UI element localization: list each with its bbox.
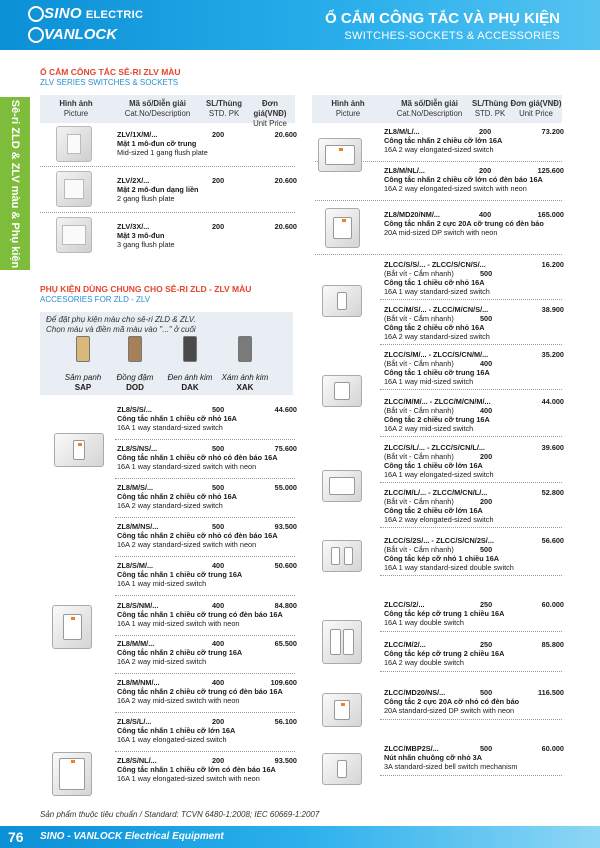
desc-vi: Mặt 2 mô-đun dạng liền <box>117 185 199 194</box>
cat-no: ZL8/M/NM/... <box>117 678 160 687</box>
row-divider <box>380 575 562 576</box>
plate-2gang-image <box>56 171 92 207</box>
page-header <box>0 0 600 50</box>
desc-vi: Công tắc 2 cực 20A cỡ nhỏ có đèn báo <box>384 697 520 706</box>
row-divider <box>315 254 562 255</box>
table-header-right: Hình ảnh Picture Mã số/Diễn giải Cat.No/Description SL/Thùng STD. PK Đơn giá(VNĐ) Unit Price <box>312 95 562 123</box>
table-row <box>117 756 297 786</box>
std-pk: 400 <box>212 561 225 570</box>
desc-en: 16A 1 way standard-sized switch <box>384 287 490 296</box>
std-pk: 500 <box>480 314 493 323</box>
row-divider <box>380 389 562 390</box>
desc-en: 16A 1 way elongated-sized switch with neon <box>117 774 260 783</box>
unit-price: 165.000 <box>537 210 564 219</box>
row-divider <box>380 482 562 483</box>
std-pk: 200 <box>212 717 225 726</box>
color-code: DAK <box>181 383 199 392</box>
footer-text: SINO - VANLOCK Electrical Equipment <box>40 831 224 842</box>
unit-price: 73.200 <box>541 127 564 136</box>
std-pk: 400 <box>212 678 225 687</box>
row-divider <box>115 595 295 596</box>
install-note: (Bắt vít - Cắm nhanh) <box>384 359 454 368</box>
cat-no: ZLCC/S/M/... - ZLCC/S/CN/M/... <box>384 350 489 359</box>
table-row <box>384 443 564 479</box>
bell-switch-image <box>322 753 362 785</box>
cat-no: ZLV/3X/... <box>117 222 150 231</box>
mech-small-image <box>322 285 362 317</box>
std-pk: 200 <box>212 130 225 139</box>
unit-price: 93.500 <box>274 756 297 765</box>
desc-en: 16A 1 way elongated-sized switch <box>117 735 227 744</box>
std-pk: 200 <box>212 756 225 765</box>
table-row <box>117 601 297 631</box>
cat-no: ZL8/M/L/... <box>384 127 420 136</box>
brand-vanlock: VANLOCK <box>44 26 118 43</box>
std-pk: 250 <box>480 600 493 609</box>
unit-price: 116.500 <box>538 688 564 697</box>
desc-vi: Công tắc nhấn 2 chiều cỡ nhỏ có đèn báo 16A <box>117 531 278 540</box>
std-pk: 250 <box>480 640 493 649</box>
unit-price: 50.600 <box>274 561 297 570</box>
cat-no: ZL8/M/S/... <box>117 483 154 492</box>
desc-vi: Công tắc nhấn 1 chiều cỡ lớn có đèn báo 16A <box>117 765 276 774</box>
table-row <box>117 639 297 669</box>
table-row <box>384 350 564 386</box>
side-tab: Sê-ri ZLD & ZLV màu & Phụ kiện <box>0 97 30 270</box>
desc-vi: Công tắc nhấn 2 cực 20A cỡ trung có đèn báo <box>384 219 544 228</box>
cat-no: ZL8/S/L/... <box>117 717 152 726</box>
unit-price: 56.100 <box>274 717 297 726</box>
note-line-1: Để đặt phụ kiện màu cho sê-ri ZLD & ZLV. <box>46 315 196 324</box>
table-row <box>384 397 564 433</box>
table-row <box>384 688 564 718</box>
color-swatch-dak <box>183 336 197 362</box>
plate-1gang-image <box>56 126 92 162</box>
std-pk: 500 <box>480 269 493 278</box>
desc-en: 16A 1 way standard-sized switch with neon <box>117 462 257 471</box>
cat-no: ZLV/1X/M/... <box>117 130 158 139</box>
desc-vi: Mặt 3 mô-đun <box>117 231 165 240</box>
color-swatch-sap <box>76 336 90 362</box>
unit-price: 44.000 <box>541 397 564 406</box>
col-price: Đơn giá(VNĐ) Unit Price <box>253 99 287 128</box>
desc-vi: Công tắc nhấn 1 chiều cỡ lớn 16A <box>117 726 236 735</box>
std-pk: 200 <box>212 222 225 231</box>
unit-price: 60.000 <box>541 600 564 609</box>
desc-vi: Công tắc nhấn 2 chiều cỡ lớn 16A <box>384 136 503 145</box>
table-row <box>384 536 564 572</box>
row-divider <box>40 212 295 213</box>
col-picture: Hình ảnh Picture <box>59 99 93 118</box>
unit-price: 20.600 <box>274 176 297 185</box>
desc-en: 16A 2 way elongated-sized switch <box>384 515 494 524</box>
unit-price: 20.600 <box>274 222 297 231</box>
row-divider <box>40 166 295 167</box>
section-title-zlv: Ổ CẮM CÔNG TẮC SÊ-RI ZLV MÀU <box>40 67 181 77</box>
unit-price: 39.600 <box>541 443 564 452</box>
desc-en: 16A 1 way mid-sized switch with neon <box>117 619 240 628</box>
desc-en: 2 gang flush plate <box>117 194 175 203</box>
note-line-2: Chọn màu và điền mã màu vào "..." ở cuối <box>46 325 196 334</box>
std-pk: 400 <box>212 601 225 610</box>
color-name: Đen ánh kim <box>167 373 213 382</box>
color-name: Đồng đậm <box>116 373 154 382</box>
mech-mid-image <box>322 375 362 407</box>
unit-price: 75.600 <box>274 444 297 453</box>
section-title-accessories: PHỤ KIỆN DÙNG CHUNG CHO SÊ-RI ZLD - ZLV MÀU <box>40 284 252 294</box>
switch-large-right-image <box>318 138 362 172</box>
desc-en: 16A 1 way elongated-sized switch <box>384 470 494 479</box>
desc-vi: Công tắc nhấn 1 chiều cỡ trung 16A <box>117 570 243 579</box>
color-name: Xám ánh kim <box>221 373 269 382</box>
plate-3gang-image <box>56 217 92 253</box>
color-swatch-xak <box>238 336 252 362</box>
cat-no: ZLCC/M/L/... - ZLCC/M/CN/L/... <box>384 488 488 497</box>
row-divider <box>115 478 295 479</box>
row-divider <box>380 527 562 528</box>
desc-vi: Công tắc nhấn 2 chiều cỡ nhỏ 16A <box>117 492 237 501</box>
color-code: DOD <box>126 383 144 392</box>
table-row <box>117 130 297 160</box>
std-pk: 400 <box>480 406 493 415</box>
mech-double-mid-image <box>322 620 362 664</box>
table-row <box>384 744 564 774</box>
color-code: XAK <box>236 383 254 392</box>
desc-vi: Công tắc 2 chiều cỡ nhỏ 16A <box>384 323 485 332</box>
unit-price: 65.500 <box>274 639 297 648</box>
std-pk: 200 <box>479 127 492 136</box>
mech-dp20-small-image <box>322 693 362 727</box>
desc-en: 16A 2 way mid-sized switch <box>117 657 207 666</box>
table-row <box>117 176 297 206</box>
desc-vi: Công tắc nhấn 1 chiều cỡ nhỏ 16A <box>117 414 237 423</box>
switch-large-image <box>52 752 92 796</box>
table-row <box>117 444 297 474</box>
std-pk: 500 <box>212 483 225 492</box>
page-title: Ổ CẮM CÔNG TẮC VÀ PHỤ KIỆN <box>324 10 560 27</box>
desc-vi: Công tắc 2 chiều cỡ trung 16A <box>384 415 490 424</box>
std-pk: 400 <box>479 210 492 219</box>
desc-vi: Công tắc nhấn 2 chiều cỡ trung 16A <box>117 648 243 657</box>
row-divider <box>115 439 295 440</box>
std-pk: 400 <box>212 639 225 648</box>
desc-vi: Công tắc kép cỡ trung 1 chiều 16A <box>384 609 505 618</box>
vanlock-logo-icon <box>28 27 44 43</box>
install-note: (Bắt vít - Cắm nhanh) <box>384 406 454 415</box>
desc-en: 16A 1 way double switch <box>384 618 464 627</box>
cat-no: ZLCC/M/M/... - ZLCC/M/CN/M/... <box>384 397 491 406</box>
table-row <box>117 483 297 513</box>
unit-price: 44.600 <box>274 405 297 414</box>
mech-double-small-image <box>322 540 362 572</box>
table-row <box>117 561 297 591</box>
desc-vi: Công tắc 1 chiều cỡ nhỏ 16A <box>384 278 485 287</box>
table-row <box>384 640 564 670</box>
col-qty: SL/Thùng STD. PK <box>206 99 242 118</box>
desc-vi: Nút nhấn chuông cỡ nhỏ 3A <box>384 753 483 762</box>
install-note: (Bắt vít - Cắm nhanh) <box>384 269 454 278</box>
cat-no: ZL8/MD20/NM/... <box>384 210 440 219</box>
desc-en: 16A 2 way double switch <box>384 658 464 667</box>
cat-no: ZLCC/S/2S/... - ZLCC/S/CN/2S/... <box>384 536 494 545</box>
table-row <box>384 210 564 240</box>
unit-price: 52.800 <box>541 488 564 497</box>
install-note: (Bắt vít - Cắm nhanh) <box>384 545 454 554</box>
desc-vi: Công tắc 1 chiều cỡ lớn 16A <box>384 461 483 470</box>
row-divider <box>380 671 562 672</box>
unit-price: 16.200 <box>541 260 564 269</box>
row-divider <box>380 631 562 632</box>
cat-no: ZL8/M/M/... <box>117 639 155 648</box>
row-divider <box>115 517 295 518</box>
cat-no: ZLCC/S/L/... - ZLCC/S/CN/L/... <box>384 443 485 452</box>
std-pk: 500 <box>212 405 225 414</box>
table-row <box>384 166 564 196</box>
col-catno: Mã số/Diễn giải Cat.No/Description <box>124 99 191 118</box>
row-divider <box>380 436 562 437</box>
install-note: (Bắt vít - Cắm nhanh) <box>384 497 454 506</box>
install-note: (Bắt vít - Cắm nhanh) <box>384 452 454 461</box>
std-pk: 500 <box>480 545 493 554</box>
cat-no: ZL8/S/NS/... <box>117 444 158 453</box>
section-subtitle-zlv: ZLV SERIES SWITCHES & SOCKETS <box>40 78 179 87</box>
cat-no: ZLV/2X/... <box>117 176 150 185</box>
cat-no: ZL8/S/NL/... <box>117 756 157 765</box>
desc-en: 3 gang flush plate <box>117 240 175 249</box>
std-pk: 200 <box>479 166 492 175</box>
desc-en: 16A 1 way mid-sized switch <box>117 579 207 588</box>
desc-en: 16A 2 way mid-sized switch with neon <box>117 696 240 705</box>
row-divider <box>380 775 562 776</box>
color-code: SAP <box>74 383 92 392</box>
table-row <box>384 305 564 341</box>
cat-no: ZL8/S/M/... <box>117 561 154 570</box>
row-divider <box>115 635 295 636</box>
row-divider <box>115 712 295 713</box>
std-pk: 200 <box>480 497 493 506</box>
unit-price: 93.500 <box>274 522 297 531</box>
cat-no: ZLCC/MBP2S/... <box>384 744 439 753</box>
desc-en: 16A 2 way standard-sized switch <box>384 332 490 341</box>
desc-vi: Công tắc nhấn 2 chiều cỡ lớn có đèn báo 16A <box>384 175 543 184</box>
cat-no: ZL8/M/NL/... <box>384 166 425 175</box>
row-divider <box>115 556 295 557</box>
switch-mid-image <box>52 605 92 649</box>
desc-en: 16A 1 way standard-sized switch <box>117 423 223 432</box>
desc-en: Mid-sized 1 gang flush plate <box>117 148 208 157</box>
switch-small-image <box>54 433 104 467</box>
row-divider <box>380 344 562 345</box>
mech-large-image <box>322 470 362 502</box>
desc-vi: Công tắc nhấn 1 chiều cỡ nhỏ có đèn báo 16A <box>117 453 278 462</box>
row-divider <box>115 751 295 752</box>
unit-price: 38.900 <box>541 305 564 314</box>
desc-vi: Công tắc 1 chiều cỡ trung 16A <box>384 368 490 377</box>
color-name: Sâm panh <box>64 373 102 382</box>
std-pk: 200 <box>212 176 225 185</box>
unit-price: 35.200 <box>541 350 564 359</box>
cat-no: ZLCC/S/2/... <box>384 600 425 609</box>
desc-en: 16A 1 way mid-sized switch <box>384 377 474 386</box>
desc-en: 16A 2 way standard-sized switch <box>117 501 223 510</box>
sino-logo-icon <box>28 6 44 22</box>
cat-no: ZLCC/M/S/... - ZLCC/M/CN/S/... <box>384 305 489 314</box>
cat-no: ZLCC/MD20/NS/... <box>384 688 446 697</box>
row-divider <box>115 673 295 674</box>
desc-vi: Công tắc kép cỡ trung 2 chiều 16A <box>384 649 505 658</box>
desc-vi: Công tắc 2 chiều cỡ lớn 16A <box>384 506 483 515</box>
switch-dp20-image <box>325 208 360 248</box>
desc-en: 20A standard-sized DP switch with neon <box>384 706 515 715</box>
unit-price: 60.000 <box>541 744 564 753</box>
desc-vi: Công tắc kép cỡ nhỏ 1 chiều 16A <box>384 554 500 563</box>
table-row <box>117 522 297 552</box>
brand-sino: SINO ELECTRIC <box>44 5 144 22</box>
desc-en: 16A 2 way standard-sized switch with neon <box>117 540 257 549</box>
table-row <box>117 717 297 747</box>
desc-en: 3A standard-sized bell switch mechanism <box>384 762 518 771</box>
cat-no: ZLCC/S/S/... - ZLCC/S/CN/S/... <box>384 260 486 269</box>
unit-price: 56.600 <box>541 536 564 545</box>
table-row <box>384 600 564 630</box>
table-header-left <box>40 95 295 128</box>
std-pk: 500 <box>480 688 493 697</box>
table-row <box>117 222 297 252</box>
table-row <box>384 127 564 157</box>
row-divider <box>380 299 562 300</box>
desc-en: 20A mid-sized DP switch with neon <box>384 228 498 237</box>
desc-vi: Mặt 1 mô-đun cỡ trung <box>117 139 197 148</box>
unit-price: 85.800 <box>541 640 564 649</box>
table-row <box>384 488 564 524</box>
page-number: 76 <box>8 829 24 845</box>
desc-en: 16A 2 way mid-sized switch <box>384 424 474 433</box>
cat-no: ZL8/S/NM/... <box>117 601 159 610</box>
std-pk: 400 <box>480 359 493 368</box>
table-row <box>117 405 297 435</box>
page-subtitle: SWITCHES-SOCKETS & ACCESSORIES <box>344 30 560 42</box>
row-divider <box>315 200 562 201</box>
std-pk: 500 <box>212 522 225 531</box>
cat-no: ZL8/S/S/... <box>117 405 152 414</box>
cat-no: ZL8/M/NS/... <box>117 522 159 531</box>
table-row <box>384 260 564 296</box>
section-subtitle-accessories: ACCESORIES FOR ZLD - ZLV <box>40 295 151 304</box>
desc-en: 16A 1 way standard-sized double switch <box>384 563 514 572</box>
unit-price: 55.000 <box>274 483 297 492</box>
row-divider <box>380 719 562 720</box>
desc-vi: Công tắc nhấn 2 chiều cỡ trung có đèn báo 16A <box>117 687 283 696</box>
page-footer <box>0 826 600 848</box>
cat-no: ZLCC/M/2/... <box>384 640 426 649</box>
install-note: (Bắt vít - Cắm nhanh) <box>384 314 454 323</box>
unit-price: 125.600 <box>537 166 564 175</box>
desc-en: 16A 2 way elongated-sized switch with neon <box>384 184 527 193</box>
std-pk: 200 <box>480 452 493 461</box>
desc-vi: Công tắc nhấn 1 chiều cỡ trung có đèn báo 16A <box>117 610 283 619</box>
desc-en: 16A 2 way elongated-sized switch <box>384 145 494 154</box>
unit-price: 84.800 <box>274 601 297 610</box>
standard-note: Sản phẩm thuộc tiêu chuẩn / Standard: TCVN 6480-1:2008; IEC 60669-1:2007 <box>40 810 320 819</box>
table-row <box>117 678 297 708</box>
std-pk: 500 <box>212 444 225 453</box>
unit-price: 20.600 <box>274 130 297 139</box>
color-swatch-dod <box>128 336 142 362</box>
std-pk: 500 <box>480 744 493 753</box>
unit-price: 109.600 <box>270 678 297 687</box>
